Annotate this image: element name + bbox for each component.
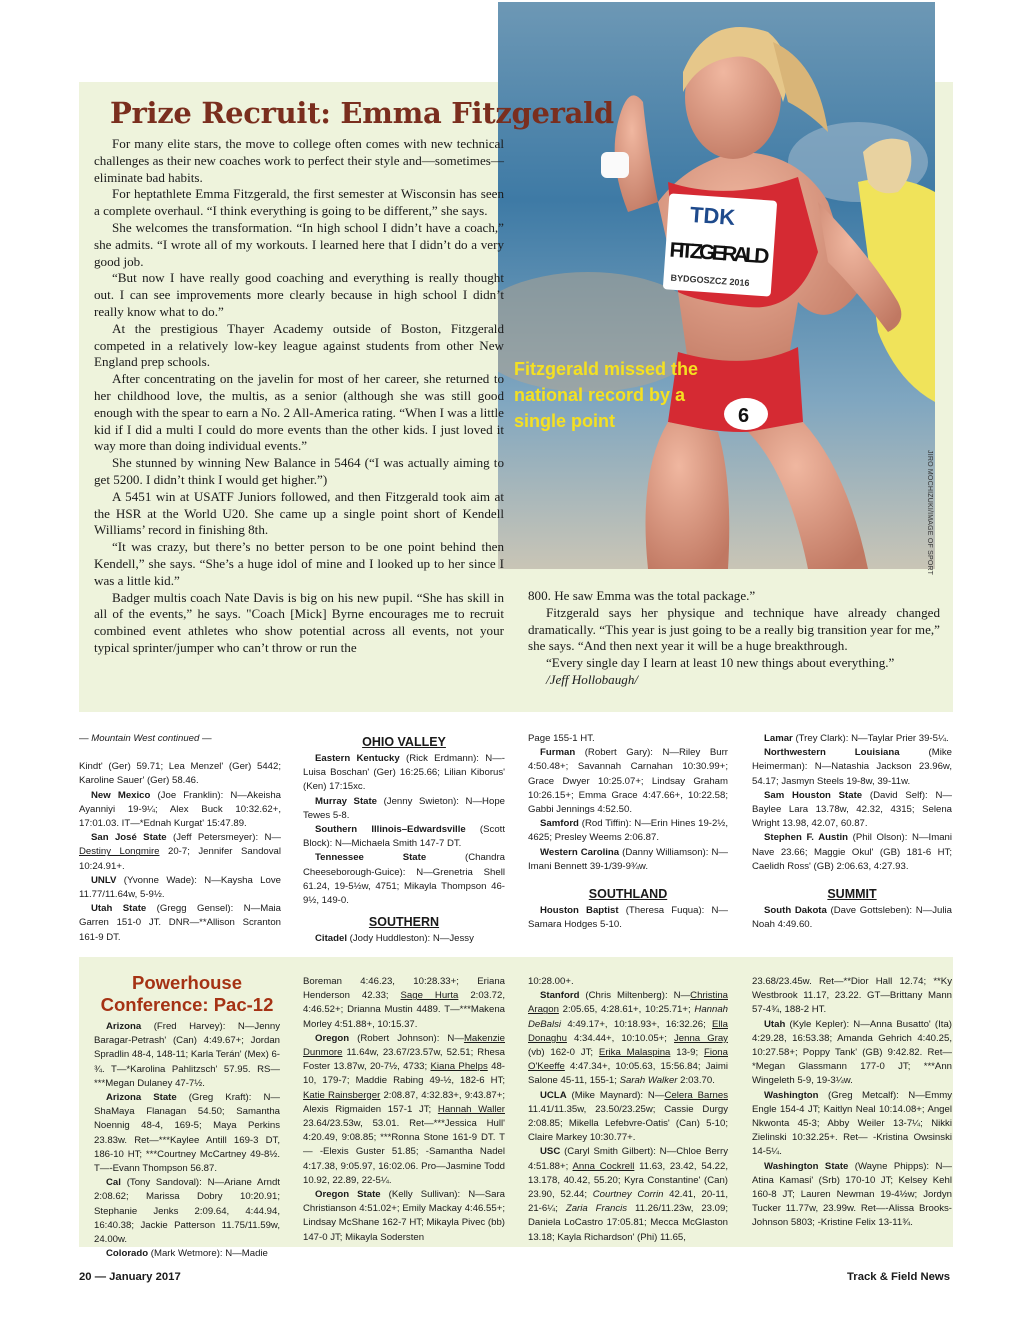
results-text: Arizona (Fred Harvey): N—Jenny Baragar-Petrash' (Can) 4:49.67+; Jordan Spradlin 48-4, 148-11; Karla Terán' (Mex) 6-¾. T—*Karolina Pahlitzsch' 57.95. RS—***Megan Dulaney 47-7½. [94, 1021, 280, 1089]
results-text: Furman (Robert Gary): N—Riley Burr 4:50.48+; Savannah Carnahan 10:30.99+; Grace Dwyer 10:25.07+; Lindsay Graham 10:26.15+; Emma Grace 4:47.66+, 10:22.58; Gabbi Jennings 4:52.50. [528, 747, 728, 816]
photo-caption: Fitzgerald missed the national record by a single point [514, 359, 699, 431]
results-col-3 [528, 732, 728, 932]
results-text: Kindt' (Ger) 59.71; Lea Menzel' (Ger) 5442; Karoline Sauer' (Ger) 58.46. [79, 761, 281, 787]
page-footer-date: 20 — January 2017 [79, 1271, 181, 1283]
results-text: Houston Baptist (Theresa Fuqua): N—Samara Hodges 5-10. [528, 905, 728, 931]
athlete-photo [498, 2, 935, 576]
results-text: USC (Caryl Smith Gilbert): N—Chloe Berry 4:51.88+; Anna Cockrell 11.63, 23.42, 54.22, 13.178, 40.42, 55.20; Kyra Constantine' (Can) 23.90, 52.44; Courtney Corrin 42.41, 20-11, 21-6¼; Zaria Francis 11.26/11.23w, 23.09; Daniela LoCastro 17:05.81; Mecca McGlaston 13.18; Kayla Richardson' (Phi) 11.65, [528, 1146, 728, 1243]
results-text: Page 155-1 HT. [528, 733, 595, 744]
story-paragraph: A 5451 win at USATF Juniors followed, and then Fitzgerald took aim at the HSR at the World U20. She came up a single point short of Kendell Williams’ record in finishing 8th. [94, 488, 504, 538]
results-text: Tennessee State (Chandra Cheeseborough-Guice): N—Grenetria Shell 61.24, 19-5½w, 4751; Mikayla Thompson 46-9½, 149-0. [303, 852, 505, 907]
results-text: Boreman 4:46.23, 10:28.33+; Eriana Henderson 42.33; Sage Hurta 2:03.72, 4:46.52+; Drianna Mustin 4489. T—***Makena Morley 4:51.88+, 10:15.37. [303, 976, 505, 1030]
conference-heading-southland: SOUTHLAND [588, 887, 668, 902]
results-text: Oregon (Robert Johnson): N—Makenzie Dunmore 11.64w, 23.67/23.57w, 52.51; Rhesa Foster 13.87w, 20-7½, 4733; Kiana Phelps 48-10, 179-7; Maddie Rabing 49-½, 182-6 HT; Katie Rainsberger 2:08.87, 4:32.83+, 9:43.87+; Alexis Rigmaiden 157-1 JT; Hannah Waller 23.64/23.53w, 53.01. Ret—***Jessica Hull' 4:20.49, 9:08.85; ***Ronna Stone 161-9 DT. T— -Elexis Guster 51.85; -Samantha Nadel 4:17.38, 9:05.97, 16:02.06. Pro—Jasmine Todd 10.92, 22.89, 22-5¼. [303, 1032, 505, 1186]
bib-name: FITZGERALD [668, 238, 771, 269]
continued-label: — Mountain West continued — [79, 733, 212, 744]
story-paragraph: She welcomes the transformation. “In high school I didn’t have a coach,” she admits. “I wrote all of my workouts. I learned here that I didn’t do a very good job. [94, 219, 504, 269]
conference-heading-summit: SUMMIT [827, 887, 877, 902]
photo-credit: JIRO MOCHIZUKI/IMAGE OF SPORT [926, 450, 933, 576]
results-text: Southern Illinois–Edwardsville (Scott Block): N—Michaela Smith 147-7 DT. [303, 824, 505, 850]
story-paragraph: 800. He saw Emma was the total package.” [528, 588, 756, 603]
results-text: Northwestern Louisiana (Mike Heimerman): N—Natashia Jackson 23.96w, 54.17; Jasmyn Steels 19-8w, 39-11w. [752, 747, 952, 787]
story-paragraph: For many elite stars, the move to college often comes with new technical challenges as their new coaches work to perfect their style and—sometimes—eliminate bad habits. [94, 136, 504, 185]
results-text: 23.68/23.45w. Ret—**Dior Hall 12.74; **Ky Westbrook 11.17, 23.22. GT—Brittany Mann 57-4¾, 188-2 HT. [752, 976, 952, 1016]
results-text: Washington (Greg Metcalf): N—Emmy Engle 154-4 JT; Kaitlyn Neal 10:14.08+; Angel Nkwonta 45-3; Abby Weiler 13-7¼; Nikki Zielinski 10:32.25+. Ret— -Kristina Owsinski 14-5¼. [752, 1089, 952, 1158]
story-paragraph: Badger multis coach Nate Davis is big on his new pupil. “She has skill in all of the events,” he says. "Coach [Mick] Byrne encourages me to recruit combined event athletes who show potential across all events, not your typical sprinter/jumper who can’t throw or run the [94, 589, 504, 655]
story-paragraph: At the prestigious Thayer Academy outside of Boston, Fitzgerald competed in a relatively low-key league against students from other New England prep schools. [94, 320, 504, 370]
results-text: Samford (Rod Tiffin): N—Erin Hines 19-2½, 4625; Presley Weems 2:06.87. [528, 818, 728, 844]
results-col-2 [303, 732, 505, 946]
results-col-4 [752, 732, 952, 932]
byline: /Jeff Hollobaugh/ [546, 671, 639, 687]
conference-heading-ohio-valley: OHIO VALLEY [362, 735, 446, 749]
pac12-col-2 [303, 975, 505, 1245]
pac12-col-4 [752, 975, 952, 1231]
results-text: Colorado (Mark Wetmore): N—Madie [106, 1248, 268, 1260]
results-text: Murray State (Jenny Swieton): N—Hope Tewes 5-8. [303, 795, 505, 821]
results-text: Arizona State (Greg Kraft): N—ShaMaya Flanagan 54.50; Samantha Noennig 48-4, 169-5; Maya Perkins 23.83w. Ret—***Kaylee Antill 169-3 DT, 186-10 HT; ***Courtney McCartney 49-8½. T—-Evann Thompson 56.87. [94, 1092, 280, 1175]
results-text: Cal (Tony Sandoval): N—Ariane Arndt 2:08.62; Marissa Dobry 10:20.91; Stephanie Jenks 2:09.64, 4:44.94, 16:40.38; Jackie Patterson 11.75/11.59w, 24.00w. [94, 1177, 280, 1246]
pac12-col-3 [528, 975, 728, 1245]
results-text: Eastern Kentucky (Rick Erdmann): N—-Luisa Boschan' (Ger) 16:25.66; Lilian Kiborus' (Ken) 17:15xc. [303, 753, 505, 793]
results-text: Stanford (Chris Miltenberg): N—Christina Aragon 2:05.65, 4:28.61+, 10:25.71+; Hannah DeBalsi 4:49.17+, 10:18.93+, 16:32.26; Ella Donaghu 4:34.44+, 10:10.05+; Jenna Gray (vb) 162-0 JT; Erika Malaspina 13-9; Fiona O'Keeffe 4:47.34+, 10:05.63, 15:56.84; Jaimi Salone 45-11, 155-1; Sarah Walker 2:03.70. [528, 990, 728, 1087]
story-right-column [528, 588, 940, 689]
story-paragraph: Fitzgerald says her physique and technique have already changed dramatically. “This year is just going to be a really big transition year for me,” she says. “And then next year it will be a huge breakthrough. [528, 604, 940, 654]
results-text: Citadel (Jody Huddleston): N—Jessy [315, 933, 474, 945]
conference-heading-southern: SOUTHERN [368, 915, 440, 930]
bib-sponsor: TDK [689, 201, 737, 230]
story-paragraph: “Every single day I learn at least 10 new things about everything.” [546, 655, 895, 671]
results-text: New Mexico (Joe Franklin): N—Akeisha Ayanniyi 19-9¼; Alex Buck 10:32.62+, 17:01.03. IT—*Ednah Kurgat' 15:47.89. [79, 789, 282, 830]
story-paragraph: For heptathlete Emma Fitzgerald, the first semester at Wisconsin has seen a complete overhaul. “I think everything is going to be different,” she says. [94, 186, 504, 219]
results-text: South Dakota (Dave Gottsleben): N—Julia Noah 4:49.60. [752, 905, 952, 931]
results-col-1 [79, 732, 281, 945]
story-paragraph: After concentrating on the javelin for most of her career, she returned to her childhood love, the multis, as a senior (although she was still good enough with the spear to earn a No. 2 All-America rating. “When I was a little kid if I did a multi I could do more events than the other kids. I just loved it way more than doing individual events.” [94, 371, 504, 454]
results-text: Oregon State (Kelly Sullivan): N—Sara Christianson 4:51.02+; Emily Mackay 4:46.55+; Lindsay McShane 162-7 HT; Mikayla Pivec (bb) 147-0 JT; Mikayla Sodersten [303, 1189, 505, 1243]
story-paragraph: “It was crazy, but there’s no better person to be one point behind then Kendell,” she says. “She’s a huge idol of mine and I looked up to her since I was a little kid.” [94, 539, 504, 588]
results-text: Utah State (Gregg Gensel): N—Maia Garren 151-0 JT. DNR—**Allison Scranton 161-9 DT. [79, 903, 281, 943]
feature-title: Prize Recruit: Emma Fitzgerald [110, 96, 614, 130]
results-text: Utah (Kyle Kepler): N—Anna Busatto' (Ita) 4:29.28, 16:53.38; Amanda Gehrich 4:40.25, 10:27.58+; Poppy Tank' (GB) 9:42.82. Ret—*Megan Glassmann 177-0 JT; ***Ann Wingeleth 5-9, 19-3¼w. [752, 1018, 952, 1087]
results-text: San José State (Jeff Petersmeyer): N—Destiny Longmire 20-7; Jennifer Sandoval 10:24.91+. [79, 832, 282, 872]
results-text: Stephen F. Austin (Phil Olson): N—Imani Nave 23.66; Maggie Okul' (GB) 181-6 HT; Caelidh Ross' (GB) 2:06.63, 4:27.93. [752, 832, 952, 872]
hip-number: 6 [738, 405, 750, 427]
pac12-title: Powerhouse Conference: Pac-12 [100, 972, 274, 1015]
results-text: 10:28.00+. [528, 976, 574, 987]
page-footer-magazine: Track & Field News [847, 1271, 950, 1283]
results-text: Lamar (Trey Clark): N—Taylar Prier 39-5¼. [764, 733, 949, 744]
story-paragraph: “But now I have really good coaching and everything is really thought out. I can see improvements more clearly because in high school I didn’t really know what to do.” [94, 270, 504, 319]
pac12-col-1 [94, 972, 280, 1261]
results-text: UCLA (Mike Maynard): N—Celera Barnes 11.41/11.35w, 23.50/23.25w; Cassie Durgy 2:08.85; Mikella Lefebvre-Oatis' (Can) 5-10; Claire Markey 10:30.77+. [528, 1089, 729, 1144]
bib-city: BYDGOSZCZ 2016 [670, 272, 750, 289]
results-text: UNLV (Yvonne Wade): N—Kaysha Love 11.77/11.64w, 5-9½. [79, 874, 281, 901]
story-left-column [94, 136, 504, 657]
results-text: Western Carolina (Danny Williamson): N—Imani Bennett 39-1/39-9¾w. [528, 846, 728, 872]
story-paragraph: She stunned by winning New Balance in 5464 (“I was actually aiming to get 5200. I didn’t think I would get higher.”) [94, 455, 504, 487]
results-text: Washington State (Wayne Phipps): N—Atina Kamasi' (Srb) 170-10 JT; Kelsey Kehl 160-8 JT; Lauren Newman 19-4½w; Jordyn Tucker 11.77w, 23.99w. Ret—-Alissa Brooks-Johnson 5803; -Kristine Felix 13-11¾. [752, 1160, 952, 1229]
results-text: Sam Houston State (David Self): N—Baylee Lara 13.78w, 42.32, 4315; Selena Wright 13.98, 42.07, 60.87. [752, 789, 952, 830]
